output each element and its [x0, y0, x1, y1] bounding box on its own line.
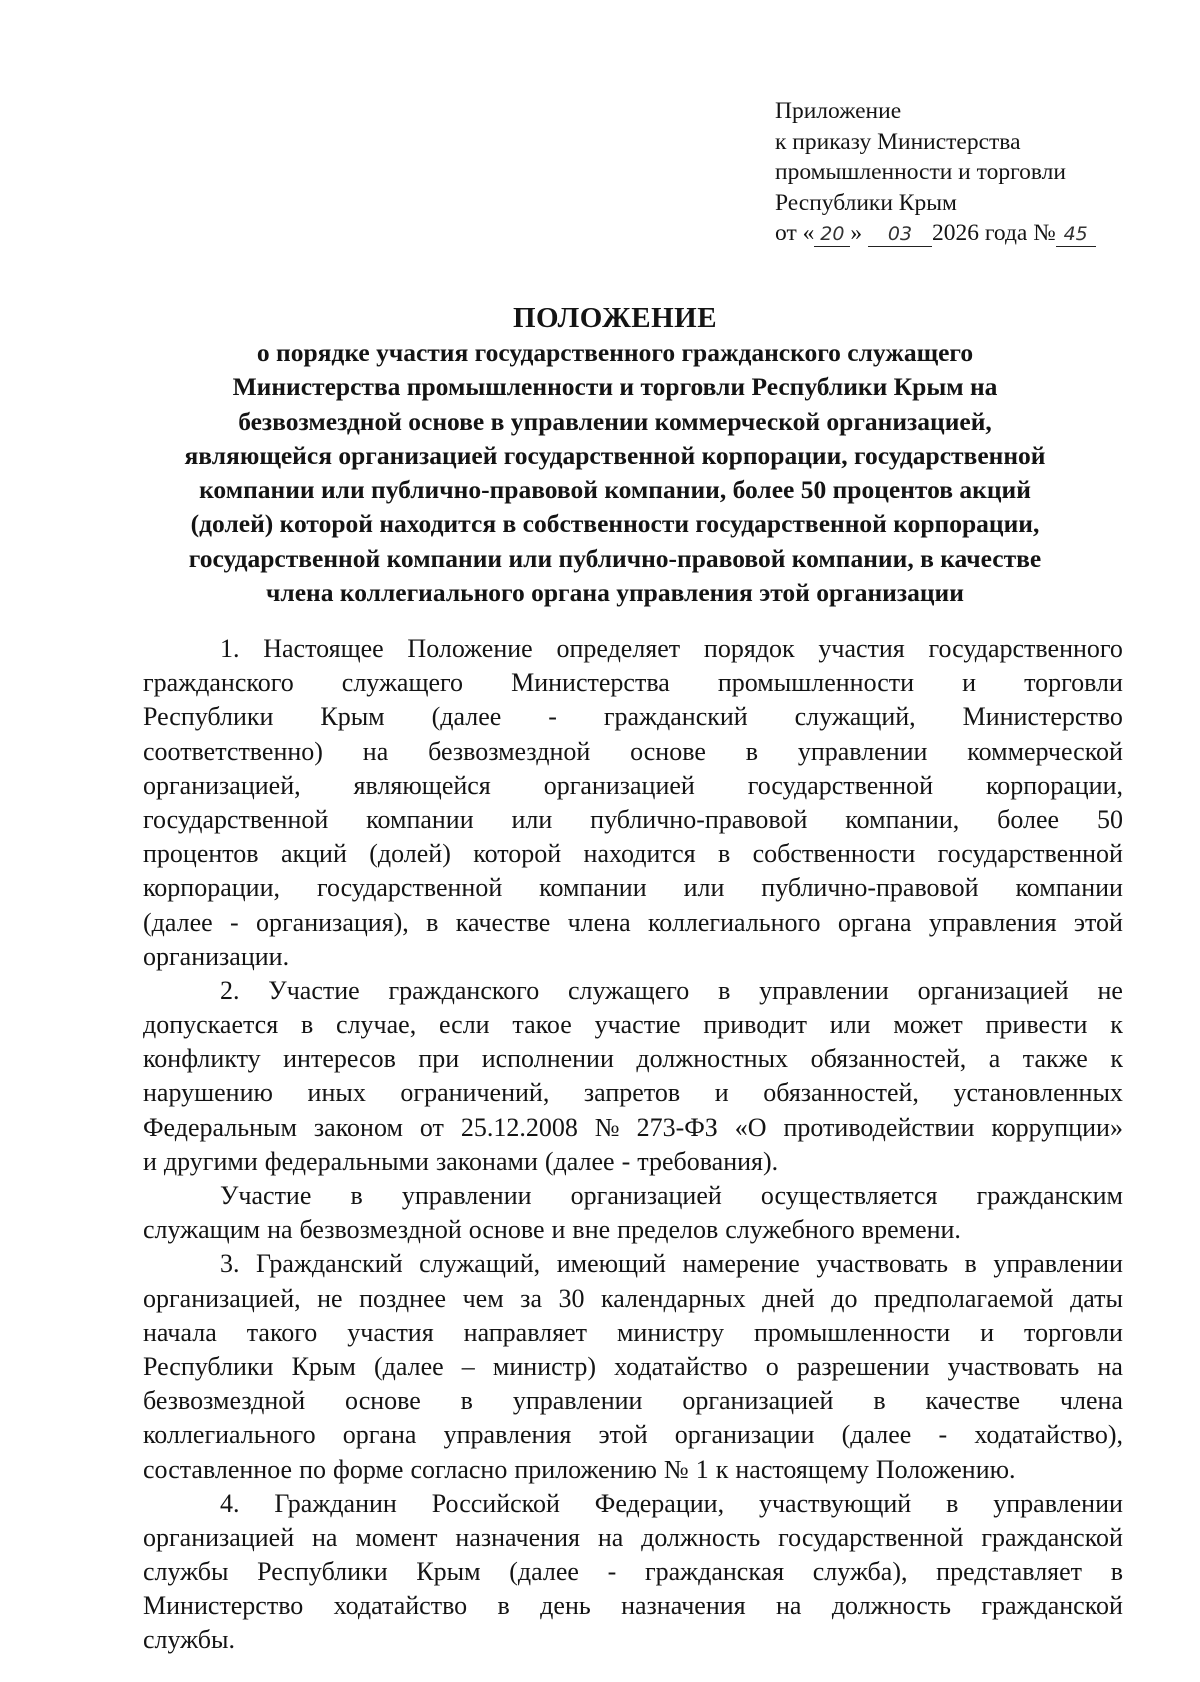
body-word: акций — [280, 839, 347, 869]
body-word: члена — [567, 907, 631, 937]
title-line: Министерства промышленности и торговли Республики Крым на — [232, 372, 998, 402]
body-word: служащий, — [419, 1249, 541, 1279]
body-word: нарушению — [143, 1078, 273, 1108]
body-word: организация), — [256, 907, 409, 937]
body-word: процентов — [143, 839, 259, 869]
body-word: другими — [163, 1146, 258, 1176]
body-word: (далее — [431, 702, 502, 732]
body-word: в — [460, 1386, 473, 1416]
body-line — [143, 1623, 1123, 1657]
body-word: собственности — [752, 839, 916, 869]
body-word: служба), — [812, 1557, 908, 1587]
body-word: организацией — [682, 1386, 834, 1416]
body-word: представляет — [936, 1557, 1083, 1587]
body-word: к — [1110, 1044, 1123, 1074]
body-word: 30 — [558, 1283, 585, 1313]
body-word: день — [540, 1591, 591, 1621]
body-word: в — [718, 975, 731, 1005]
body-word: министру — [616, 1317, 725, 1347]
body-word: на — [1097, 1351, 1123, 1381]
body-word: ходатайство), — [974, 1420, 1123, 1450]
body-word: государственного — [928, 634, 1123, 663]
body-word: в — [717, 839, 731, 869]
body-word: Участие — [220, 1181, 312, 1210]
body-word: Министерство — [143, 1591, 304, 1621]
body-word: допускается — [143, 1010, 279, 1040]
body-word: безвозмездной — [428, 736, 591, 766]
body-word: или — [683, 873, 725, 903]
body-word: Положению. — [875, 1454, 1016, 1484]
body-word: обязанностей, — [810, 1044, 967, 1074]
body-word: - — [621, 1146, 631, 1176]
body-word: о — [765, 1351, 779, 1381]
body-word: составленное — [143, 1454, 293, 1484]
body-word: или — [829, 1010, 871, 1040]
body-word: являющейся — [353, 770, 491, 800]
body-word: основе — [468, 1215, 545, 1245]
body-word: на — [775, 1591, 802, 1621]
body-word: Федеральным — [143, 1112, 297, 1142]
body-word: (долей) — [369, 839, 451, 869]
body-word: публично-правовой — [761, 873, 979, 903]
body-word: организацией — [570, 1181, 722, 1210]
body-word: гражданской — [981, 1591, 1123, 1621]
title-line: о порядке участия государственного гражданского служащего — [256, 338, 974, 367]
body-word: вне — [572, 1215, 611, 1245]
body-word: участвовать — [816, 1249, 948, 1279]
body-word: в — [873, 1386, 886, 1416]
body-word: случае, — [336, 1010, 417, 1040]
body-word: находится — [583, 839, 696, 869]
body-word: Федерации, — [594, 1488, 725, 1518]
body-word: назначения — [455, 1522, 580, 1552]
title-heading: ПОЛОЖЕНИЕ — [512, 302, 718, 334]
body-word: назначения — [621, 1591, 746, 1621]
body-line — [143, 1589, 1123, 1623]
body-word: 50 — [1096, 804, 1123, 834]
body-word: организацией, — [143, 770, 301, 800]
body-word: должностных — [636, 1044, 789, 1074]
body-word: «О — [734, 1112, 767, 1142]
body-word: публично-правовой — [590, 804, 808, 834]
title-line: государственной компании или публично-правовой компании, в качестве — [188, 543, 1042, 573]
title-line: безвозмездной основе в управлении коммерческой организацией, — [238, 406, 992, 436]
handwritten-month: 03 — [868, 222, 932, 247]
body-word: Настоящее — [263, 634, 384, 663]
body-word: календарных — [601, 1283, 746, 1313]
appendix-line: промышленности и торговли — [775, 159, 1066, 185]
body-line — [143, 1111, 1123, 1145]
date-year: 2026 года № — [931, 220, 1056, 246]
body-word: Гражданин — [274, 1488, 397, 1518]
body-word: в — [426, 907, 439, 937]
body-line — [143, 1384, 1123, 1418]
body-word: дней — [762, 1283, 815, 1313]
body-word: Крым — [320, 702, 385, 732]
title-line: компании или публично-правовой компании, более 50 процентов акций — [199, 475, 1031, 505]
body-word: - — [230, 907, 239, 937]
body-word: № — [663, 1454, 689, 1484]
body-word: Участие — [268, 975, 360, 1005]
body-word: государственной — [778, 1522, 964, 1552]
body-word: должность — [831, 1591, 951, 1621]
body-word: в — [497, 1591, 510, 1621]
body-word: настоящему — [735, 1454, 869, 1484]
body-word: предполагаемой — [874, 1283, 1054, 1313]
body-word: управлении — [797, 736, 928, 766]
body-line — [143, 1316, 1123, 1350]
body-word: ходатайство — [333, 1591, 468, 1621]
body-word: требования). — [637, 1146, 779, 1176]
body-word: такое — [512, 1010, 572, 1040]
body-line — [143, 906, 1123, 940]
body-word: министр) — [492, 1351, 596, 1381]
body-line — [143, 871, 1123, 905]
body-line — [143, 1213, 1123, 1247]
body-word: не — [317, 1283, 343, 1313]
body-word: 273-ФЗ — [636, 1112, 718, 1142]
body-word: времени. — [861, 1215, 961, 1245]
body-word: Республики — [143, 1351, 274, 1381]
body-line — [143, 1453, 1123, 1487]
body-word: гражданским — [976, 1181, 1123, 1210]
appendix-header — [775, 96, 1155, 249]
body-line — [143, 1247, 1123, 1281]
body-word: гражданская — [644, 1557, 785, 1587]
body-word: ходатайство — [614, 1351, 748, 1381]
body-word: Министерство — [962, 702, 1123, 732]
body-word: этой — [598, 1420, 648, 1450]
body-word: (далее — [544, 1146, 615, 1176]
body-word: противодействии — [783, 1112, 975, 1142]
body-word: от — [419, 1112, 444, 1142]
body-word: 4. — [220, 1488, 240, 1518]
body-word: коррупции» — [991, 1112, 1123, 1142]
document-title — [120, 300, 1110, 610]
body-word: Крым — [416, 1557, 481, 1587]
body-word: позднее — [359, 1283, 447, 1313]
body-line — [143, 1418, 1123, 1452]
body-word: должность — [641, 1522, 761, 1552]
body-word: и — [714, 1078, 729, 1108]
handwritten-day: 20 — [814, 222, 850, 247]
body-line — [143, 1521, 1123, 1555]
body-word: на — [311, 1522, 338, 1552]
body-word: а — [988, 1044, 1001, 1074]
body-word: государственной — [143, 804, 329, 834]
body-word: государственной — [316, 873, 503, 903]
handwritten-order-number: 45 — [1056, 222, 1096, 247]
body-word: № — [594, 1112, 620, 1142]
body-word: гражданского — [388, 975, 540, 1005]
body-word: в — [946, 1488, 959, 1518]
body-word: также — [1022, 1044, 1088, 1074]
body-word: качестве — [455, 907, 551, 937]
body-word: безвозмездной — [143, 1386, 306, 1416]
body-word: управлении — [993, 1488, 1123, 1518]
body-word: Крым — [291, 1351, 356, 1381]
body-word: службы — [143, 1557, 229, 1587]
body-word: компании — [1015, 873, 1123, 903]
body-word: (далее — [143, 907, 213, 937]
appendix-date-line — [775, 218, 1155, 249]
body-word: 25.12.2008 — [460, 1112, 578, 1142]
body-word: ограничений, — [400, 1078, 550, 1108]
body-word: корпорации, — [143, 873, 281, 903]
body-word: участвовать — [947, 1351, 1080, 1381]
body-line — [143, 940, 1123, 974]
body-word: на — [597, 1522, 624, 1552]
body-line — [143, 1282, 1123, 1316]
title-line: являющейся организацией государственной корпорации, государственной — [184, 440, 1046, 470]
body-line — [143, 666, 1123, 700]
body-word: исполнении — [481, 1044, 614, 1074]
body-word: члена — [1059, 1386, 1123, 1416]
body-word: или — [511, 804, 553, 834]
body-word: имеющий — [556, 1249, 666, 1279]
body-word: и — [962, 668, 977, 698]
body-word: 2. — [220, 975, 240, 1005]
body-word: торговли — [1024, 1317, 1123, 1347]
body-word: начала — [143, 1317, 217, 1347]
body-word: служащим — [143, 1215, 261, 1245]
body-word: Республики — [143, 702, 274, 732]
body-word: за — [520, 1283, 542, 1313]
body-line — [143, 803, 1123, 837]
body-word: организацией — [917, 975, 1069, 1005]
body-word: служебного — [725, 1215, 855, 1245]
body-word: в — [350, 1181, 363, 1210]
body-word: конфликту — [143, 1044, 261, 1074]
body-word: форме — [333, 1454, 404, 1484]
title-line: члена коллегиального органа управления этой организации — [266, 578, 964, 608]
body-word: до — [831, 1283, 858, 1313]
body-word: такого — [246, 1317, 318, 1347]
body-word: 1. — [220, 634, 240, 663]
body-word: управлении — [759, 975, 889, 1005]
body-word: в — [745, 736, 758, 766]
body-word: управления — [443, 1420, 572, 1450]
body-word: которой — [473, 839, 562, 869]
body-word: организации. — [143, 941, 290, 971]
body-word: Положение — [407, 634, 533, 663]
body-word: коммерческой — [967, 736, 1123, 766]
body-word: и — [143, 1146, 157, 1176]
body-word: законом — [313, 1112, 403, 1142]
body-word: приложению — [514, 1454, 657, 1484]
body-word: (далее — [841, 1420, 912, 1450]
body-word: даты — [1070, 1283, 1123, 1313]
body-word: более — [997, 804, 1060, 834]
body-word: коллегиального — [143, 1420, 316, 1450]
body-word: привести — [985, 1010, 1088, 1040]
body-word: безвозмездной — [299, 1215, 462, 1245]
body-word: участия — [818, 634, 905, 663]
body-word: – — [461, 1351, 475, 1381]
document-body — [143, 632, 1123, 1658]
body-word: намерение — [682, 1249, 800, 1279]
body-line — [143, 1042, 1123, 1076]
appendix-line: Республики Крым — [775, 189, 957, 216]
body-word: государственной — [747, 770, 934, 800]
body-word: службы. — [143, 1625, 235, 1655]
body-word: управлении — [993, 1249, 1123, 1279]
body-word: этой — [1073, 907, 1123, 937]
body-word: в — [300, 1010, 314, 1040]
body-line — [143, 1145, 1123, 1179]
body-word: основе — [345, 1386, 421, 1416]
body-word: гражданской — [981, 1522, 1123, 1552]
title-line: (долей) которой находится в собственности государственной корпорации, — [190, 509, 1040, 539]
body-word: и — [551, 1215, 566, 1245]
body-line — [143, 1555, 1123, 1589]
body-word: соответственно) — [143, 736, 323, 766]
body-line — [143, 632, 1123, 666]
body-word: законами — [435, 1146, 538, 1176]
body-word: гражданский — [603, 702, 748, 732]
body-word: управления — [928, 907, 1057, 937]
body-word: участия — [347, 1317, 434, 1347]
body-word: - — [607, 1557, 617, 1587]
body-word: промышленности — [754, 1317, 951, 1347]
body-word: гражданского — [143, 668, 294, 698]
body-word: и — [980, 1317, 995, 1347]
body-word: компании — [366, 804, 474, 834]
body-word: компании, — [845, 804, 960, 834]
body-line — [143, 769, 1123, 803]
body-word: Гражданский — [256, 1249, 403, 1279]
body-word: пределов — [617, 1215, 719, 1245]
body-word: по — [299, 1454, 327, 1484]
body-word: органа — [837, 907, 912, 937]
body-word: момент — [355, 1522, 438, 1552]
body-word: компании — [539, 873, 647, 903]
body-line — [143, 837, 1123, 871]
body-word: коллегиального — [647, 907, 821, 937]
body-word: (далее — [509, 1557, 579, 1587]
body-word: основе — [630, 736, 706, 766]
body-word: согласно — [410, 1454, 508, 1484]
body-word: определяет — [556, 634, 681, 663]
body-word: качестве — [925, 1386, 1021, 1416]
body-word: разрешении — [796, 1351, 930, 1381]
body-word: иных — [307, 1078, 366, 1108]
body-word: промышленности — [717, 668, 915, 698]
body-word: участие — [594, 1010, 681, 1040]
body-word: служащего — [568, 975, 690, 1005]
body-word: органа — [342, 1420, 417, 1450]
appendix-line: к приказу Министерства — [775, 128, 1021, 155]
body-word: 1 — [695, 1454, 709, 1484]
body-word: осуществляется — [760, 1181, 938, 1210]
body-word: (далее — [373, 1351, 444, 1381]
body-word: порядок — [703, 634, 795, 663]
body-word: служащий, — [794, 702, 916, 732]
body-word: служащего — [341, 668, 464, 698]
body-word: не — [1097, 975, 1123, 1005]
body-word: запретов — [583, 1078, 681, 1108]
body-word: интересов — [283, 1044, 396, 1074]
body-line — [143, 1008, 1123, 1042]
body-word: чем — [462, 1283, 504, 1313]
body-line — [143, 1179, 1123, 1213]
body-word: Республики — [257, 1557, 388, 1587]
body-word: при — [418, 1044, 460, 1074]
body-word: может — [893, 1010, 963, 1040]
body-word: федеральными — [264, 1146, 429, 1176]
body-line — [143, 974, 1123, 1008]
body-word: Министерства — [511, 668, 670, 698]
body-line — [143, 700, 1123, 734]
body-word: Российской — [431, 1488, 560, 1518]
body-word: организации — [674, 1420, 815, 1450]
body-word: на — [362, 736, 389, 766]
body-word: организацией — [143, 1522, 295, 1552]
body-word: управлении — [512, 1386, 643, 1416]
body-word: торговли — [1024, 668, 1123, 698]
body-word: государственной — [937, 839, 1123, 869]
body-word: 3. — [220, 1249, 240, 1279]
body-word: в — [964, 1249, 977, 1279]
body-word: корпорации, — [985, 770, 1123, 800]
body-word: - — [938, 1420, 948, 1450]
body-word: к — [1110, 1010, 1123, 1040]
body-word: в — [1110, 1557, 1123, 1587]
body-word: - — [548, 702, 557, 732]
body-word: участвующий — [758, 1488, 912, 1518]
body-word: на — [267, 1215, 293, 1245]
body-word: организацией, — [143, 1283, 301, 1313]
body-word: если — [438, 1010, 490, 1040]
body-line — [143, 1487, 1123, 1521]
appendix-line: Приложение — [775, 98, 902, 124]
body-word: установленных — [953, 1078, 1123, 1108]
body-word: приводит — [703, 1010, 808, 1040]
body-word: организацией — [543, 770, 695, 800]
body-word: направляет — [463, 1317, 587, 1347]
date-mid: » — [850, 220, 863, 246]
date-prefix: от « — [775, 220, 815, 246]
body-word: обязанностей, — [763, 1078, 919, 1108]
body-word: к — [715, 1454, 729, 1484]
body-word: управлении — [401, 1181, 532, 1210]
body-line — [143, 1076, 1123, 1110]
body-line — [143, 1350, 1123, 1384]
body-line — [143, 735, 1123, 769]
